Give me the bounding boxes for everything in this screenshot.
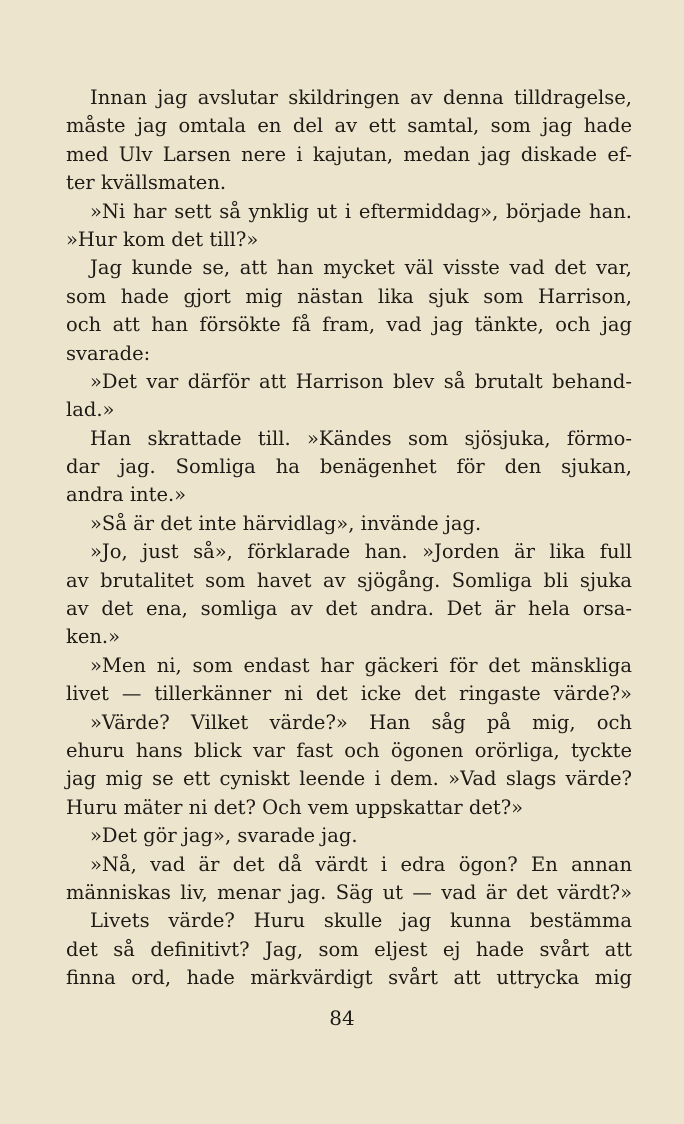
text-line: måste jag omtala en del av ett samtal, som jag hade [66,114,632,138]
text-line: Han skrattade till. »Kändes som sjösjuka, förmo- [90,426,632,450]
text-line: och att han försökte få fram, vad jag tänkte, och jag [66,313,632,337]
text-line: livet — tillerkänner ni det icke det ringaste värde?» [66,682,632,706]
text-line: finna ord, hade märkvärdigt svårt att uttrycka mig [66,966,632,990]
text-line: »Värde? Vilket värde?» Han såg på mig, och [90,710,632,734]
text-line: ehuru hans blick var fast och ögonen orörliga, tyckte [66,738,632,762]
text-line: det så definitivt? Jag, som eljest ej hade svårt att [66,937,632,961]
text-line: »Det gör jag», svarade jag. [90,824,358,848]
text-line: »Jo, just så», förklarade han. »Jorden är lika full [90,540,632,564]
text-line: jag mig se ett cyniskt leende i dem. »Vad slags värde? [66,767,632,791]
text-line: Innan jag avslutar skildringen av denna tilldragelse, [90,86,632,109]
text-line: ken.» [66,625,121,649]
text-line: »Det var därför att Harrison blev så brutalt behand- [90,369,632,393]
text-line: andra inte.» [66,483,187,507]
text-line: med Ulv Larsen nere i kajutan, medan jag diskade ef- [66,142,632,166]
text-line: »Ni har sett så ynklig ut i eftermiddag», började han. [90,199,632,223]
text-line: lad.» [66,398,115,422]
text-line: Livets värde? Huru skulle jag kunna bestämma [90,909,632,933]
page-number: 84 [329,1006,355,1030]
text-line: »Så är det inte härvidlag», invände jag. [90,511,482,535]
text-line: svarade: [66,341,151,365]
text-line: av det ena, somliga av det andra. Det är hela orsa- [66,597,632,621]
text-line: Huru mäter ni det? Och vem uppskattar det?» [66,795,524,819]
text-line: Jag kunde se, att han mycket väl visste vad det var, [90,256,632,280]
text-line: »Nå, vad är det då värdt i edra ögon? En annan [90,852,632,876]
text-line: som hade gjort mig nästan lika sjuk som Harrison, [66,284,632,308]
text-line: »Hur kom det till?» [66,227,259,251]
text-line: av brutalitet som havet av sjögång. Somliga bli sjuka [66,568,632,592]
text-line: ter kvällsmaten. [66,171,227,195]
text-line: dar jag. Somliga ha benägenhet för den sjukan, [66,455,632,479]
body-text [66,84,632,993]
text-line: »Men ni, som endast har gäckeri för det mänskliga [90,653,632,677]
text-line: människas liv, menar jag. Säg ut — vad är det värdt?» [66,880,632,904]
